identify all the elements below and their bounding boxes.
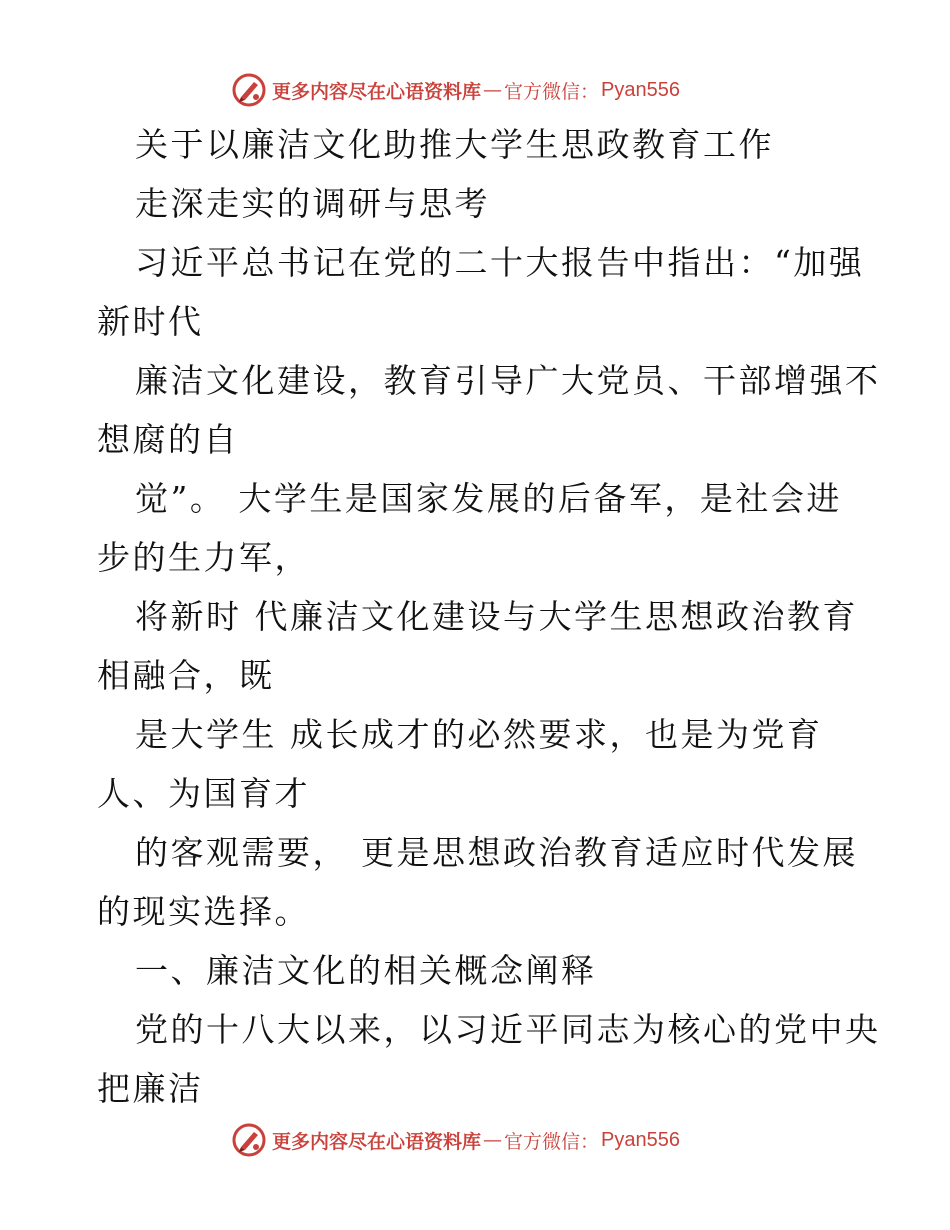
brush-pen-logo-icon [232, 73, 266, 107]
paragraph-line: 把廉洁 [97, 1069, 204, 1108]
paragraph-line: 将新时 代廉洁文化建设与大学生思想政治教育 [135, 597, 858, 636]
section-heading: 一、廉洁文化的相关概念阐释 [135, 951, 597, 990]
title-line-1: 关于以廉洁文化助推大学生思政教育工作 [135, 125, 774, 164]
banner-dash: — [483, 1129, 503, 1151]
paragraph-line: 廉洁文化建设，教育引导广大党员、干部增强不 [135, 361, 881, 400]
footer-banner [232, 1122, 680, 1158]
banner-wechat-id: Pyan556 [601, 1128, 680, 1151]
banner-slogan: 更多内容尽在心语资料库 [272, 80, 482, 103]
paragraph-line: 想腐的自 [97, 420, 239, 459]
paragraph-line: 相融合，既 [97, 656, 275, 695]
paragraph-line: 步的生力军， [97, 538, 310, 577]
paragraph-line: 习近平总书记在党的二十大报告中指出：“加强 [135, 243, 865, 282]
paragraph-line: 觉”。 大学生是国家发展的后备军，是社会进 [135, 479, 842, 518]
banner-slogan: 更多内容尽在心语资料库 [272, 1130, 482, 1153]
brush-pen-logo-icon [232, 1123, 266, 1157]
banner-wechat-label: 官方微信： [504, 1130, 600, 1153]
paragraph-line: 的客观需要， 更是思想政治教育适应时代发展 [135, 833, 858, 872]
paragraph-line: 是大学生 成长成才的必然要求，也是为党育 [135, 715, 823, 754]
title-line-2: 走深走实的调研与思考 [135, 184, 490, 223]
banner-dash: — [483, 79, 503, 101]
banner-wechat-label: 官方微信： [504, 80, 600, 103]
paragraph-line: 人、为国育才 [97, 774, 310, 813]
paragraph-line: 的现实选择。 [97, 892, 310, 931]
paragraph-line: 新时代 [97, 302, 204, 341]
banner-wechat-id: Pyan556 [601, 78, 680, 101]
header-banner [232, 72, 680, 108]
paragraph-line: 党的十八大以来，以习近平同志为核心的党中央 [135, 1010, 881, 1049]
